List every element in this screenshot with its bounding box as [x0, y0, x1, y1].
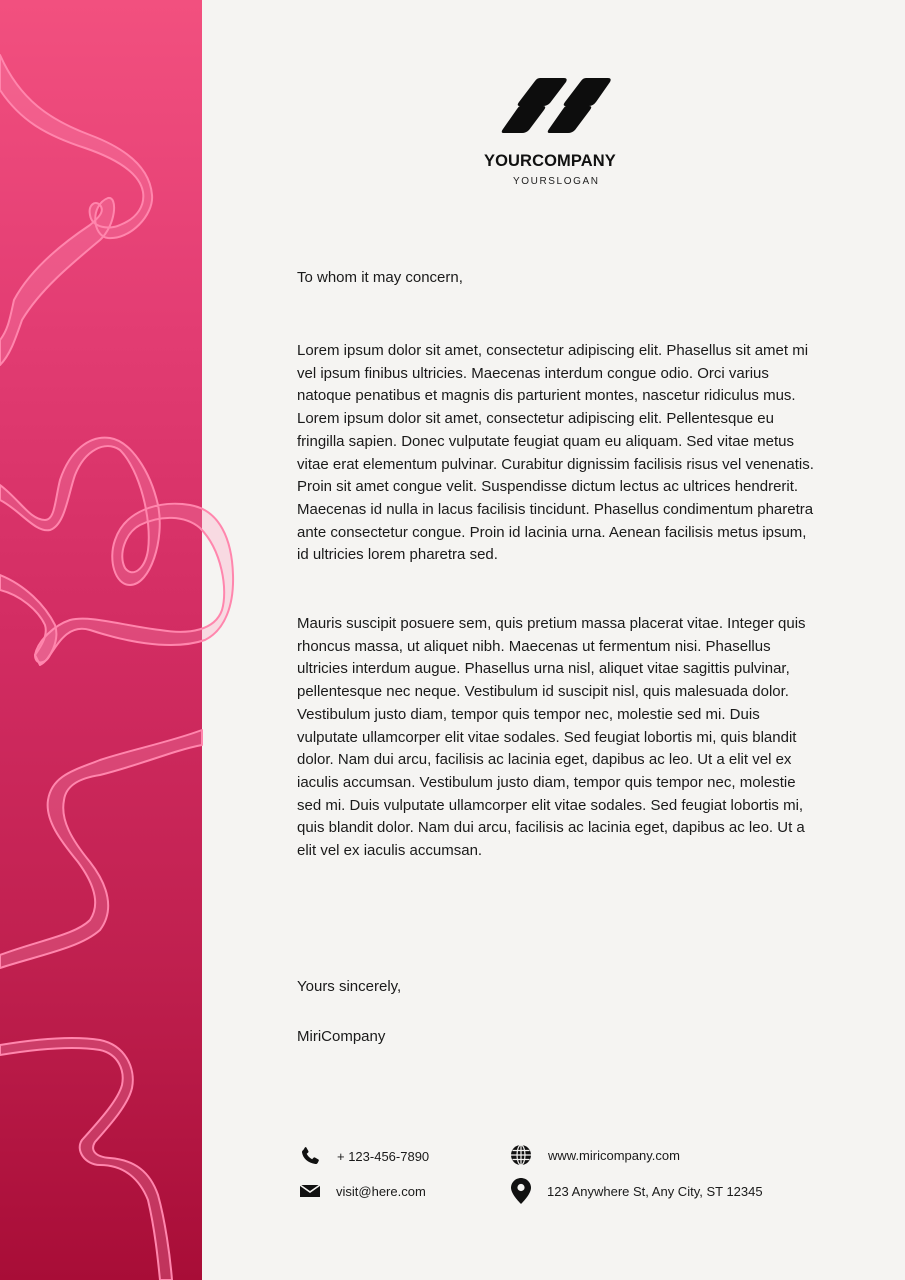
letter-greeting: To whom it may concern, — [297, 269, 463, 286]
globe-icon — [509, 1143, 533, 1167]
decorative-sidebar — [0, 0, 202, 1280]
phone-number: + 123-456-7890 — [337, 1148, 430, 1164]
letter-signature: MiriCompany — [297, 1028, 386, 1045]
letter-paragraph-2: Mauris suscipit posuere sem, quis pretium massa placerat vitae. Integer quis rhoncus massa, ut aliquet nibh. Maecenas ut fermentum nisi. Phasellus ultricies interdum augue. Phasellus urna nisl, aliquet vitae sagittis pulvinar, pellentesque nec neque. Vestibulum id suscipit nisl, quis malesuada dolor. Vestibulum justo diam, tempor quis tempor nec, molestie sed mi. Duis vulputate ullamcorper elit vitae sodales. Sed feugiat lobortis mi, quis blandit dolor. Nam dui arcu, facilisis ac lacinia eget, dapibus ac leo. Ut a elit vel ex iaculis accumsan. Vestibulum justo diam, tempor quis tempor nec, molestie sed mi. Duis vulputate ullamcorper elit vitae sodales. Sed feugiat lobortis mi, quis blandit dolor. Nam dui arcu, facilisis ac lacinia eget, dapibus ac leo. Ut a elit vel ex iaculis accumsan. — [297, 615, 806, 860]
email-address: visit@here.com — [336, 1183, 426, 1199]
phone-icon — [298, 1144, 322, 1168]
contact-phone — [298, 1144, 429, 1168]
company-logo-icon — [500, 76, 612, 134]
email-icon — [298, 1179, 322, 1203]
street-address: 123 Anywhere St, Any City, ST 12345 — [547, 1183, 763, 1199]
letter-closing: Yours sincerely, — [297, 978, 402, 995]
company-name: YOURCOMPANY — [484, 152, 616, 170]
website-url: www.miricompany.com — [548, 1147, 680, 1163]
contact-email — [298, 1179, 426, 1203]
contact-address — [509, 1179, 763, 1203]
letter-paragraph-1: Lorem ipsum dolor sit amet, consectetur adipiscing elit. Phasellus sit amet mi vel ipsum finibus ultricies. Maecenas interdum congue odio. Orci varius natoque penatibus et magnis dis parturient montes, nascetur ridiculus mus. Lorem ipsum dolor sit amet, consectetur adipiscing elit. Pellentesque eu fringilla sapien. Donec vulputate feugiat quam eu aliquam. Sed vitae metus vitae erat elementum pulvinar. Curabitur dignissim facilisis risus vel venenatis. Proin sit amet congue velit. Suspendisse dictum lectus ac ultrices hendrerit. Maecenas id nulla in lacus facilisis tincidunt. Phasellus condimentum pharetra ante consectetur congue. Proin id lacinia urna. Aenean facilisis metus ipsum, id ultricies lorem pharetra sed. — [297, 342, 814, 564]
location-pin-icon — [509, 1179, 533, 1203]
contact-website — [509, 1143, 680, 1167]
company-slogan: YOURSLOGAN — [513, 176, 600, 187]
